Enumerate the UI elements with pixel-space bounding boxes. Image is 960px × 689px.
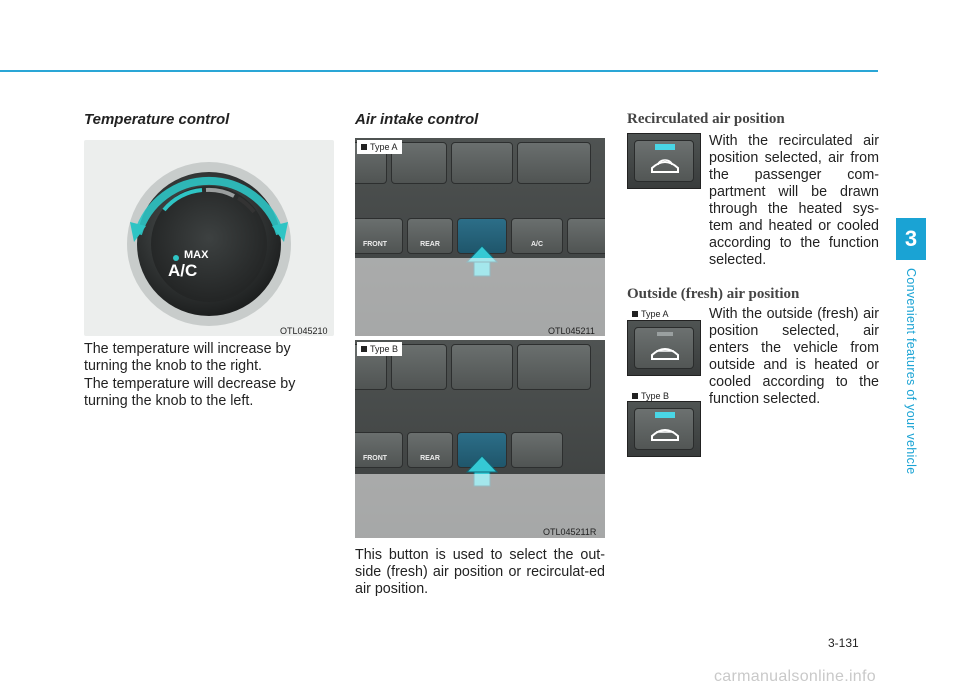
- temperature-heading: Temperature control: [84, 111, 230, 128]
- console-type-a: [355, 138, 605, 336]
- knob-max-label: MAX: [184, 249, 209, 261]
- temperature-para-2: The temperature will decrease by turning the knob to the left.: [84, 376, 296, 409]
- recirculate-icon: [628, 134, 702, 190]
- air-intake-heading: Air intake control: [355, 111, 479, 128]
- rear-defrost-key[interactable]: REAR: [407, 218, 453, 254]
- type-b-label-outside: Type B: [632, 391, 669, 401]
- fresh-air-icon-a: [628, 321, 702, 377]
- type-b-label-intake: Type B: [357, 342, 402, 356]
- front-defrost-key-b[interactable]: FRONT: [355, 432, 403, 468]
- intake-caption-b: OTL045211R: [543, 527, 597, 537]
- chapter-tab: 3: [896, 218, 926, 260]
- watermark: carmanualsonline.info: [714, 668, 876, 685]
- temperature-knob-figure: [84, 140, 334, 336]
- page-number: 3-131: [828, 636, 859, 650]
- knob-ac-label: A/C: [168, 261, 198, 280]
- recirculated-body: With the recirculated air position selected, air from the passenger com-partment will be drawn through the heated sys-tem and heated or cooled according to the function selected.: [709, 133, 879, 268]
- rear-defrost-key-b[interactable]: REAR: [407, 432, 453, 468]
- type-a-label-intake: Type A: [357, 140, 402, 154]
- temperature-figure-caption: OTL045210: [280, 326, 328, 336]
- air-intake-body: This button is used to select the out-side (fresh) air position or recirculat-ed air position.: [355, 547, 605, 597]
- front-defrost-key[interactable]: FRONT: [355, 218, 403, 254]
- recirculated-heading: Recirculated air position: [627, 111, 785, 127]
- recirculated-button-figure: [627, 133, 701, 189]
- outside-heading: Outside (fresh) air position: [627, 286, 800, 302]
- temperature-para-1: The temperature will increase by turning the knob to the right.: [84, 341, 291, 374]
- temperature-knob-illustration: [84, 140, 334, 336]
- fresh-air-icon-b: [628, 402, 702, 458]
- outside-button-figure-b: [627, 401, 701, 457]
- intake-caption-a: OTL045211: [548, 326, 595, 336]
- outside-body: With the outside (fresh) air position selected, air enters the vehicle from outside and is heated or cooled according to the function selected.: [709, 306, 879, 407]
- console-type-b: [355, 340, 605, 538]
- outside-button-figure-a: [627, 320, 701, 376]
- top-rule: [0, 70, 878, 72]
- ac-key[interactable]: A/C: [511, 218, 563, 254]
- type-a-label-outside: Type A: [632, 309, 669, 319]
- chapter-title: Convenient features of your vehicle: [904, 268, 918, 475]
